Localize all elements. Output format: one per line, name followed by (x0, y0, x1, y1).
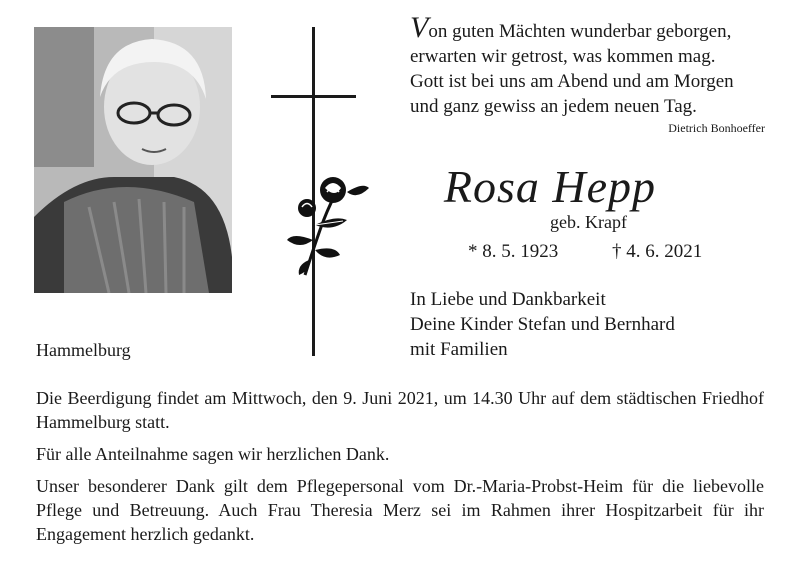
deceased-name: Rosa Hepp (443, 161, 657, 212)
special-thanks: Unser besonderer Dank gilt dem Pflegepersonal vom Dr.-Maria-Probst-Heim für die liebevolle Pflege und Betreuung. Auch Frau Theresia Merz sei im Rahmen ihrer Hospitzarbeit für ihr Engagement herzlich gedankt. (36, 476, 764, 544)
poem-initial: V (410, 11, 429, 44)
poem-line-3: Gott ist bei uns am Abend und am Morgen (410, 71, 734, 92)
birth-date: * 8. 5. 1923 (468, 241, 559, 262)
funeral-info: Die Beerdigung findet am Mittwoch, den 9. Juni 2021, um 14.30 Uhr auf dem städtischen Friedhof Hammelburg statt. (36, 388, 764, 432)
death-date: † 4. 6. 2021 (612, 241, 703, 262)
place-label: Hammelburg (36, 340, 131, 360)
mourners-line-3: mit Familien (410, 339, 508, 360)
announcement-text (36, 386, 764, 546)
sympathy-thanks: Für alle Anteilnahme sagen wir herzlichen Dank. (36, 444, 390, 464)
mourners-line-2: Deine Kinder Stefan und Bernhard (410, 314, 675, 335)
cross-horizontal-bar (271, 95, 356, 98)
mourners-block (410, 287, 675, 362)
poem-line-2: erwarten wir getrost, was kommen mag. (410, 46, 716, 67)
poem-line-4: und ganz gewiss an jedem neuen Tag. (410, 96, 697, 117)
poem (410, 11, 734, 119)
poem-line-1 (410, 11, 734, 44)
maiden-name: geb. Krapf (550, 212, 627, 232)
poem-line-1-rest: on guten Mächten wunderbar geborgen, (428, 21, 732, 42)
mourners-line-1: In Liebe und Dankbarkeit (410, 289, 606, 310)
poem-author: Dietrich Bonhoeffer (668, 121, 765, 135)
